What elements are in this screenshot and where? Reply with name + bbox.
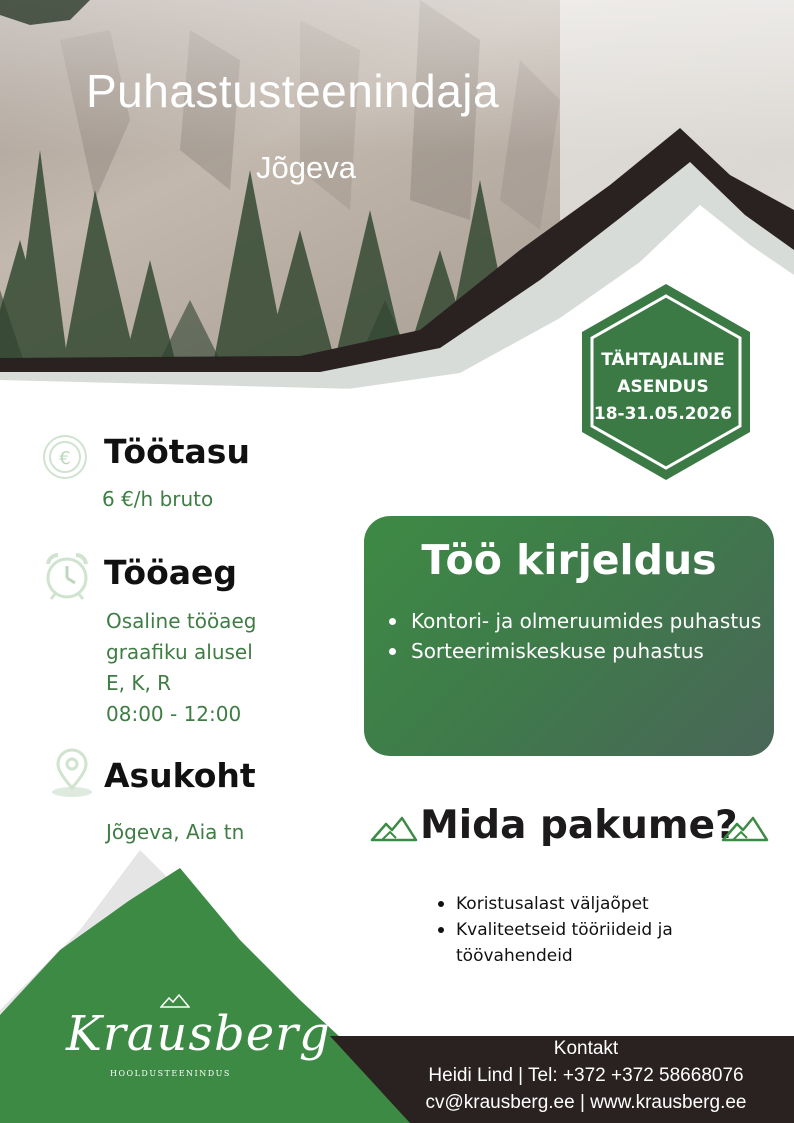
- worktime-line: E, K, R: [106, 671, 172, 695]
- job-location-subtitle: Jõgeva: [256, 150, 356, 185]
- location-heading: Asukoht: [104, 756, 256, 795]
- worktime-heading: Tööaeg: [104, 553, 238, 592]
- worktime-line: graafiku alusel: [106, 640, 253, 664]
- salary-heading: Töötasu: [104, 432, 250, 471]
- offer-list: [434, 891, 764, 969]
- list-item: Koristusalast väljaõpet: [434, 891, 764, 917]
- contact-heading: Kontakt: [553, 1038, 619, 1059]
- salary-value: 6 €/h bruto: [102, 487, 214, 511]
- contact-person[interactable]: Heidi Lind | Tel: +372 +372 58668076: [428, 1065, 744, 1086]
- worktime-details: [106, 606, 256, 730]
- map-pin-icon: [48, 748, 96, 798]
- job-description-list: [384, 606, 764, 666]
- badge-line-1: TÄHTAJALINE: [601, 350, 725, 370]
- contact-block: [396, 1035, 776, 1116]
- logo-wordmark: Krausberg: [66, 1006, 331, 1062]
- offer-title: Mida pakume?: [420, 803, 738, 848]
- list-item: Kontori- ja olmeruumides puhastus: [384, 606, 764, 636]
- badge-line-2: ASENDUS: [617, 377, 709, 397]
- job-title: Puhastusteenindaja: [86, 65, 500, 117]
- badge-line-3: 18-31.05.2026: [593, 404, 733, 424]
- mountain-icon: [370, 814, 418, 842]
- job-description-title: Töö kirjeldus: [421, 536, 717, 584]
- contact-web[interactable]: cv@krausberg.ee | www.krausberg.ee: [425, 1092, 747, 1113]
- alarm-clock-icon: [42, 550, 94, 602]
- svg-text:€: €: [59, 448, 71, 469]
- logo-tagline: HOOLDUSTEENINDUS: [110, 1069, 231, 1078]
- worktime-line: 08:00 - 12:00: [106, 702, 242, 726]
- euro-coin-icon: [42, 432, 92, 482]
- mountain-icon: [721, 814, 769, 842]
- badge-text: [578, 347, 748, 428]
- list-item: Sorteerimiskeskuse puhastus: [384, 636, 764, 666]
- location-value: Jõgeva, Aia tn: [106, 820, 245, 844]
- worktime-line: Osaline tööaeg: [106, 609, 257, 633]
- list-item: Kvaliteetseid tööriideid ja töövahendeid: [434, 917, 764, 969]
